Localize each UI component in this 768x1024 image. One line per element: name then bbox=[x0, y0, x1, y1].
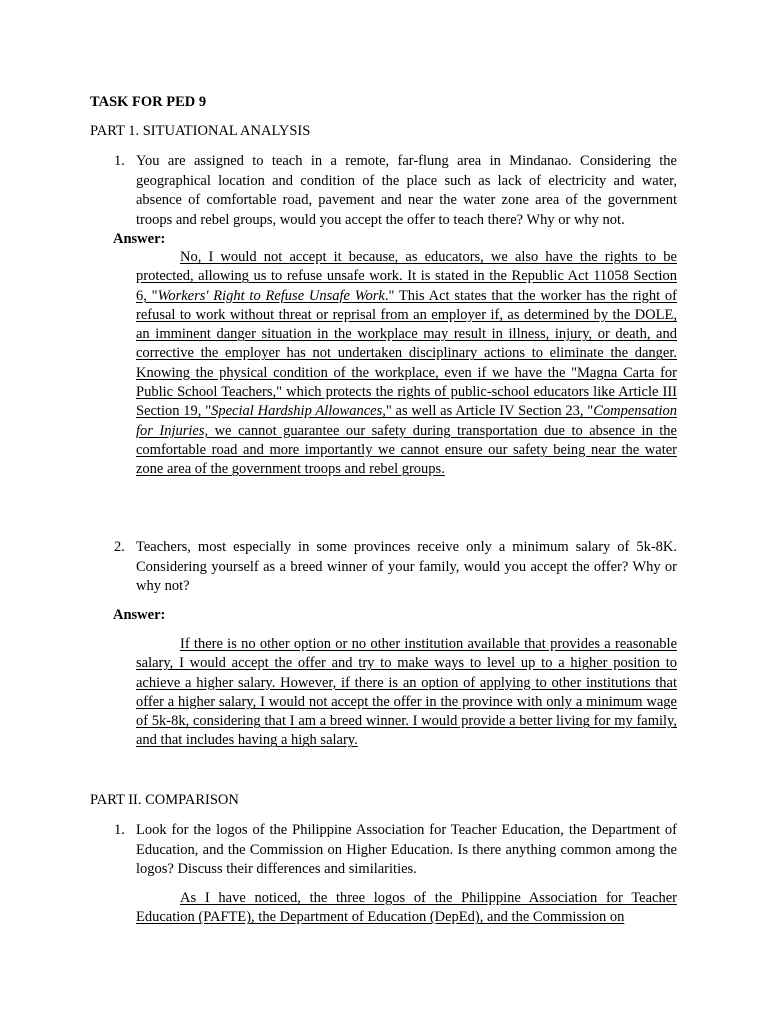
part1-q2-answer: If there is no other option or no other institution available that provides a reasonable salary, I would accept the offer and try to make ways to level up to a higher position to achieve a higher salary. However, if there is an option of applying to other institutions that offer a higher salary, I would not accept the offer in the province with only a minimum wage of 5k-8k, considering that I am a breed winner. I would provide a better living for my family, and that includes having a high salary. bbox=[136, 636, 677, 749]
part1-q2-question: Teachers, most especially in some provinces receive only a minimum salary of 5k-8K. Considering yourself as a breed winner of your family, would you accept the offer? Why or why not? bbox=[136, 539, 677, 594]
part2-q1-question: Look for the logos of the Philippine Association for Teacher Education, the Department of Education, and the Commission on Higher Education. Is there anything common among the logos? Discuss their differences and similarities. bbox=[136, 822, 677, 877]
answer-italic-segment: Special Hardship Allowances, bbox=[211, 403, 386, 420]
answer-italic-segment: Workers' Right to Refuse Unsafe Work bbox=[157, 287, 385, 304]
part1-q2-number: 2. bbox=[114, 539, 125, 555]
answer-italic-segment: Compensation for Injuries, bbox=[136, 403, 677, 439]
part2-heading: PART II. COMPARISON bbox=[90, 792, 239, 808]
part1-q1-question: You are assigned to teach in a remote, far-flung area in Mindanao. Considering the geographical location and condition of the place such as lack of electricity and water, absence of comfortable road, pavement and near the water zone area of the government troops and rebel groups, would you accept the offer to teach there? Why or why not. bbox=[136, 153, 677, 228]
answer-text-segment: " as well as Article IV Section 23, " bbox=[385, 403, 594, 420]
part2-q1-answer: As I have noticed, the three logos of the Philippine Association for Teacher Education (PAFTE), the Department of Education (DepEd), and the Commission on bbox=[136, 890, 677, 926]
answer-text-segment: ." This Act states that the worker has the right of refusal to work without threat or reprisal from an employer if, as determined by the DOLE, an imminent danger situation in the workplace may result in illness, injury, or death, and corrective the employer has not undertaken disciplinary actions to eliminate the danger. Knowing the physical condition of the workplace, even if we have the "Magna Carta for Public School Teachers," which protects the rights of public-school educators like Article III Section 19, " bbox=[136, 287, 677, 420]
answer-text-segment: No, I would not accept it because, as educators, we also have the rights to be protected, allowing us to refuse unsafe work. It is stated in the Republic Act 11058 Section 6, " bbox=[136, 249, 677, 304]
part1-q1-answer bbox=[136, 248, 677, 480]
part1-q1-number: 1. bbox=[114, 153, 125, 169]
document-title: TASK FOR PED 9 bbox=[90, 94, 207, 110]
answer-text-segment: we cannot guarantee our safety during transportation due to absence in the comfortable road and more importantly we cannot ensure our safety being near the water zone area of the government troops and rebel groups. bbox=[136, 422, 677, 478]
part1-q2-answer-label: Answer: bbox=[113, 607, 166, 623]
part1-q1-answer-label: Answer: bbox=[113, 231, 166, 247]
part2-q1-number: 1. bbox=[114, 822, 125, 838]
part1-heading: PART 1. SITUATIONAL ANALYSIS bbox=[90, 123, 311, 139]
